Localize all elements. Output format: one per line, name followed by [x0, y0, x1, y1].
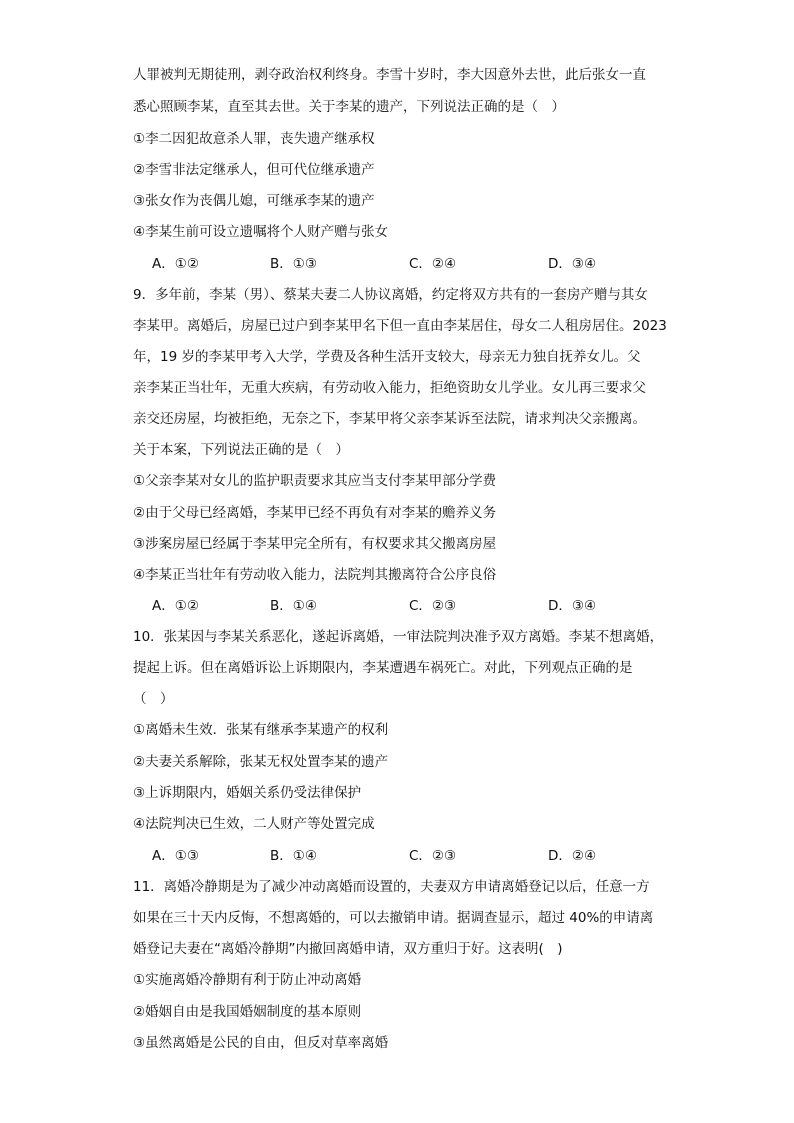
q9-stem-line-2: 李某甲。离婚后，房屋已过户到李某甲名下但一直由李某居住，母女二人租房居住。2023 — [133, 318, 667, 334]
q10-statement-2: ②夫妻关系解除，张某无权处置李某的遗产 — [133, 754, 389, 770]
q11-stem-line-3: 婚登记夫妻在“离婚冷静期”内撤回离婚申请，双方重归于好。这表明( ) — [133, 941, 563, 957]
q9-statement-1: ①父亲李某对女儿的监护职责要求其应当支付李某甲部分学费 — [133, 473, 497, 489]
q8-stem-line-1: 人罪被判无期徒刑，剥夺政治权利终身。李雪十岁时，李大因意外去世，此后张女一直 — [133, 67, 646, 83]
q8-statement-1: ①李二因犯故意杀人罪，丧失遗产继承权 — [133, 131, 375, 147]
q10-option-d[interactable]: D．②④ — [548, 848, 597, 864]
q9-option-b[interactable]: B．①④ — [270, 598, 317, 614]
q9-option-c[interactable]: C．②③ — [409, 598, 457, 614]
q8-statement-3: ③张女作为丧偶儿媳，可继承李某的遗产 — [133, 193, 375, 209]
q9-statement-4: ④李某正当壮年有劳动收入能力，法院判其搬离符合公序良俗 — [133, 567, 497, 583]
q8-option-a[interactable]: A．①② — [152, 256, 199, 272]
q9-stem-line-5: 亲交还房屋，均被拒绝，无奈之下，李某甲将父亲李某诉至法院，请求判决父亲搬离。 — [133, 411, 646, 427]
q11-stem-line-1: 11．离婚冷静期是为了减少冲动离婚而设置的，夫妻双方申请离婚登记以后，任意一方 — [133, 879, 650, 895]
q10-stem-line-2: 提起上诉。但在离婚诉讼上诉期限内，李某遭遇车祸死亡。对此，下列观点正确的是 — [133, 660, 633, 676]
q9-statement-2: ②由于父母已经离婚，李某甲已经不再负有对李某的赡养义务 — [133, 505, 497, 521]
q9-stem-line-1: 9．多年前，李某（男）、蔡某夫妻二人协议离婚，约定将双方共有的一套房产赠与其女 — [133, 287, 648, 303]
q9-stem-line-4: 亲李某正当壮年，无重大疾病，有劳动收入能力，拒绝资助女儿学业。女儿再三要求父 — [133, 380, 646, 396]
q11-statement-2: ②婚姻自由是我国婚姻制度的基本原则 — [133, 1004, 362, 1020]
q8-option-d[interactable]: D．③④ — [548, 256, 597, 272]
q9-statement-3: ③涉案房屋已经属于李某甲完全所有，有权要求其父搬离房屋 — [133, 536, 497, 552]
q10-option-a[interactable]: A．①③ — [152, 848, 199, 864]
q10-option-c[interactable]: C．②③ — [409, 848, 457, 864]
q8-statement-2: ②李雪非法定继承人，但可代位继承遗产 — [133, 162, 375, 178]
q9-stem-line-6: 关于本案，下列说法正确的是（ ） — [133, 442, 349, 458]
q10-stem-line-1: 10．张某因与李某关系恶化，遂起诉离婚，一审法院判决准予双方离婚。李某不想离婚， — [133, 629, 664, 645]
q10-statement-3: ③上诉期限内，婚姻关系仍受法律保护 — [133, 785, 362, 801]
q11-statement-1: ①实施离婚冷静期有利于防止冲动离婚 — [133, 972, 362, 988]
q10-statement-4: ④法院判决已生效，二人财产等处置完成 — [133, 816, 375, 832]
q11-statement-3: ③虽然离婚是公民的自由，但反对草率离婚 — [133, 1035, 389, 1051]
q10-statement-1: ①离婚未生效．张某有继承李某遗产的权利 — [133, 722, 389, 738]
q9-option-d[interactable]: D．③④ — [548, 598, 597, 614]
q8-statement-4: ④李某生前可设立遗嘱将个人财产赠与张女 — [133, 224, 389, 240]
q10-option-b[interactable]: B．①④ — [270, 848, 317, 864]
q11-stem-line-2: 如果在三十天内反悔，不想离婚的，可以去撤销申请。据调查显示，超过 40%的申请离 — [133, 910, 654, 926]
q8-option-b[interactable]: B．①③ — [270, 256, 317, 272]
q8-option-c[interactable]: C．②④ — [409, 256, 457, 272]
q8-stem-line-2: 悉心照顾李某，直至其去世。关于李某的遗产，下列说法正确的是（ ） — [133, 99, 565, 115]
q9-option-a[interactable]: A．①② — [152, 598, 199, 614]
q9-stem-line-3: 年，19 岁的李某甲考入大学，学费及各种生活开支较大，母亲无力独自抚养女儿。父 — [133, 349, 641, 365]
q10-stem-line-3: （ ） — [133, 691, 174, 707]
